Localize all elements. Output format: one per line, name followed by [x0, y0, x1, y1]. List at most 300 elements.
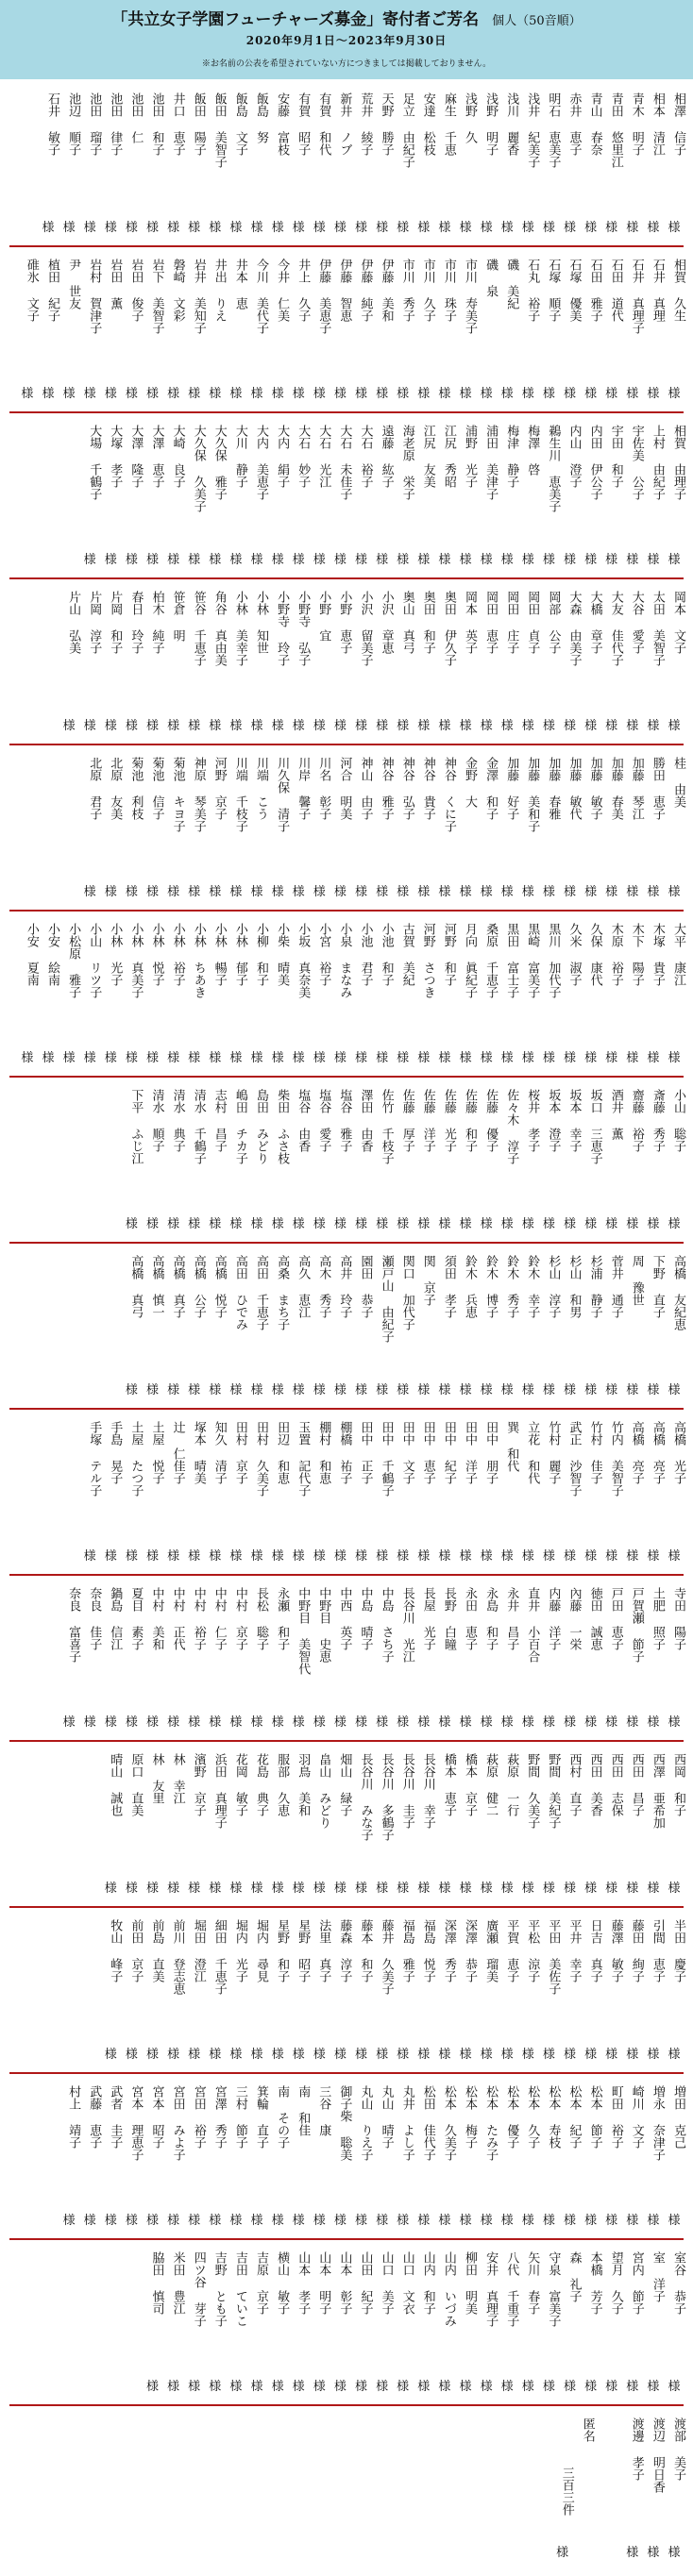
- donor-name: 大石 未佳子: [337, 425, 352, 500]
- honorific-sama: 様: [83, 553, 96, 567]
- donor-name: 小柴 晴美: [275, 923, 290, 986]
- donor-name: 平賀 恵子: [504, 1919, 519, 1982]
- honorific-sama: 様: [313, 2048, 326, 2062]
- donor-name: 大崎 良子: [170, 425, 185, 488]
- donor-name: 石田 道代: [608, 259, 623, 322]
- donor-name: 片岡 淳子: [87, 591, 102, 654]
- donor-name: 川名 彰子: [316, 757, 331, 820]
- honorific-sama: 様: [647, 1383, 660, 1397]
- honorific-sama: 様: [542, 553, 555, 567]
- honorific-sama: 様: [438, 2380, 451, 2394]
- honorific-sama: 様: [292, 1882, 305, 1896]
- honorific-sama: 様: [668, 1051, 681, 1065]
- honorific-sama: 様: [21, 1051, 34, 1065]
- honorific-sama: 様: [438, 553, 451, 567]
- donor-name: 田中 正子: [358, 1421, 373, 1484]
- donor-name: 細田 千恵子: [211, 1919, 227, 1995]
- donor-name: 中野目 美智代: [296, 1587, 311, 1675]
- honorific-sama: 様: [292, 2380, 305, 2394]
- donor-name: 八代 千重子: [504, 2251, 519, 2327]
- honorific-sama: 様: [563, 553, 576, 567]
- donor-name: 磯 美紀: [504, 259, 519, 309]
- donor-name: 長谷川 光江: [399, 1587, 414, 1663]
- honorific-sama: 様: [313, 1383, 326, 1397]
- donor-name: 濱野 京子: [191, 1753, 206, 1816]
- donor-name: 佐藤 和子: [463, 1089, 477, 1152]
- donor-name: 中西 英子: [337, 1587, 352, 1650]
- honorific-sama: 様: [626, 1549, 639, 1564]
- donor-name: 中野目 史恵: [316, 1587, 331, 1663]
- donor-name: 松本 優子: [504, 2085, 519, 2149]
- donor-name: 石井 真理子: [629, 259, 644, 334]
- donor-name: 酒井 薫: [608, 1089, 623, 1140]
- donor-name: 大川 静子: [232, 425, 247, 488]
- honorific-sama: 様: [354, 1882, 367, 1896]
- donor-name: 大友 佳代子: [608, 591, 623, 666]
- donor-name: 永島 和子: [483, 1587, 499, 1650]
- title-subtitle: 個人（50音順）: [492, 14, 582, 28]
- donor-name: 宮本 理恵子: [128, 2085, 144, 2161]
- donor-name: 川端 千枝子: [232, 757, 247, 832]
- donor-name: 宮本 昭子: [149, 2085, 164, 2149]
- honorific-sama: 様: [209, 1383, 222, 1397]
- donor-name: 南 和佳: [296, 2085, 311, 2136]
- honorific-sama: 様: [417, 2214, 431, 2228]
- donor-name: 神谷 貴子: [420, 757, 435, 820]
- honorific-sama: 様: [500, 1051, 514, 1065]
- donor-name: 大内 絹子: [275, 425, 290, 488]
- donor-name: 麻生 千恵: [441, 92, 456, 156]
- honorific-sama: 様: [292, 2214, 305, 2228]
- donor-section: [0, 749, 693, 915]
- honorific-sama: 様: [542, 1217, 555, 1231]
- honorific-sama: 様: [104, 1882, 117, 1896]
- donor-name: 北原 友美: [108, 757, 123, 820]
- donor-name: 米田 豊江: [170, 2251, 185, 2315]
- honorific-sama: 様: [313, 1051, 326, 1065]
- honorific-sama: 様: [647, 1051, 660, 1065]
- donor-name: 池辺 順子: [66, 92, 81, 156]
- honorific-sama: 様: [292, 553, 305, 567]
- donor-name: 小林 郁子: [232, 923, 247, 986]
- donor-name: 永井 昌子: [504, 1587, 519, 1650]
- honorific-sama: 様: [417, 221, 431, 235]
- honorific-sama: 様: [563, 1882, 576, 1896]
- title-text: 「共立女子学園フューチャーズ募金」寄付者ご芳名: [111, 10, 480, 29]
- donor-name: 大谷 愛子: [629, 591, 644, 654]
- donor-name: 斎藤 秀子: [650, 1089, 665, 1152]
- honorific-sama: 様: [125, 1051, 138, 1065]
- honorific-sama: 様: [459, 1715, 472, 1730]
- honorific-sama: 様: [626, 2380, 639, 2394]
- donor-name: 川久保 清子: [275, 757, 290, 832]
- honorific-sama: 様: [397, 387, 410, 401]
- donor-name: 鈴木 兵恵: [463, 1255, 477, 1318]
- donor-name: 加藤 春美: [608, 757, 623, 820]
- donor-name: 坂本 幸子: [566, 1089, 582, 1152]
- honorific-sama: 様: [125, 2048, 138, 2062]
- honorific-sama: 様: [459, 1217, 472, 1231]
- honorific-sama: 様: [167, 387, 180, 401]
- donor-name: 三村 節子: [232, 2085, 247, 2149]
- donor-name: 岩田 俊子: [128, 259, 144, 322]
- honorific-sama: 様: [668, 1217, 681, 1231]
- donor-name: 高橋 悦子: [211, 1255, 227, 1318]
- donor-name: 清水 順子: [149, 1089, 164, 1152]
- honorific-sama: 様: [500, 2380, 514, 2394]
- donor-name: 木塚 貴子: [650, 923, 665, 986]
- honorific-sama: 様: [209, 1882, 222, 1896]
- honorific-sama: 様: [668, 2214, 681, 2228]
- donor-name: 浜田 真理子: [211, 1753, 227, 1829]
- donor-name: 松本 久子: [525, 2085, 540, 2149]
- honorific-sama: 様: [397, 553, 410, 567]
- donor-name: 金野 大: [463, 757, 477, 808]
- donor-name: 大場 千鶴子: [87, 425, 102, 500]
- donor-name: 島田 みどり: [254, 1089, 268, 1164]
- honorific-sama: 様: [376, 1715, 389, 1730]
- honorific-sama: 様: [209, 387, 222, 401]
- donor-name: 立花 和代: [525, 1421, 540, 1484]
- donor-name: 高橋 友紀恵: [671, 1255, 685, 1330]
- donor-name: 土屋 悦子: [149, 1421, 164, 1484]
- donor-name: 菊池 信子: [149, 757, 164, 820]
- honorific-sama: 様: [500, 1549, 514, 1564]
- honorific-sama: 様: [250, 1882, 263, 1896]
- honorific-sama: 様: [229, 1715, 243, 1730]
- donor-name: 林 友里: [149, 1753, 164, 1804]
- honorific-sama: 様: [145, 1051, 159, 1065]
- donor-name: 藤本 和子: [358, 1919, 373, 1982]
- donor-name: 園田 恭子: [358, 1255, 373, 1318]
- honorific-sama: 様: [521, 885, 534, 899]
- donor-name: 塩谷 由香: [296, 1089, 311, 1152]
- donor-name: 笹谷 千恵子: [191, 591, 206, 666]
- donor-name: 太田 美智子: [650, 591, 665, 666]
- honorific-sama: 様: [292, 719, 305, 733]
- donor-name: 増田 克己: [671, 2085, 685, 2149]
- honorific-sama: 様: [542, 1715, 555, 1730]
- honorific-sama: 様: [584, 1051, 598, 1065]
- donor-name: 関口 加代子: [399, 1255, 414, 1330]
- donor-name: 高橋 真子: [170, 1255, 185, 1318]
- donor-name: 小沢 留美子: [358, 591, 373, 666]
- donor-name: 永田 恵子: [463, 1587, 477, 1650]
- donor-name: 戸田 恵子: [608, 1587, 623, 1650]
- honorific-sama: 様: [333, 387, 346, 401]
- donor-name: 松田 佳代子: [420, 2085, 435, 2161]
- donor-name: 宮内 節子: [629, 2251, 644, 2315]
- donor-name: 手島 晃子: [108, 1421, 123, 1484]
- donor-name: 松本 寿枝: [546, 2085, 561, 2149]
- donor-name: 小野寺 玲子: [275, 591, 290, 666]
- honorific-sama: 様: [584, 885, 598, 899]
- donor-name: 土肥 照子: [650, 1587, 665, 1650]
- honorific-sama: 様: [333, 2214, 346, 2228]
- donor-name: 大塚 孝子: [108, 425, 123, 488]
- donor-name: 山口 文衣: [399, 2251, 414, 2315]
- honorific-sama: 様: [333, 2048, 346, 2062]
- donor-name: 奥田 和子: [420, 591, 435, 654]
- honorific-sama: 様: [188, 1549, 201, 1564]
- honorific-sama: 様: [438, 885, 451, 899]
- honorific-sama: 様: [145, 1383, 159, 1397]
- honorific-sama: 様: [188, 1217, 201, 1231]
- donor-name: 竹村 佳子: [587, 1421, 602, 1484]
- donor-name: 中島 晴子: [358, 1587, 373, 1650]
- honorific-sama: 様: [563, 1715, 576, 1730]
- donor-section: [0, 1413, 693, 1580]
- honorific-sama: 様: [397, 1051, 410, 1065]
- donor-name: 清水 典子: [170, 1089, 185, 1152]
- honorific-sama: 様: [229, 1383, 243, 1397]
- donor-name: 田中 千鶴子: [379, 1421, 394, 1497]
- donor-name: 北原 君子: [87, 757, 102, 820]
- honorific-sama: 様: [647, 1217, 660, 1231]
- donor-name: 大澤 隆子: [128, 425, 144, 488]
- honorific-sama: 様: [459, 885, 472, 899]
- honorific-sama: 様: [313, 1882, 326, 1896]
- donor-name: 藤井 久美子: [379, 1919, 394, 1995]
- donor-name: 加藤 好子: [504, 757, 519, 820]
- honorific-sama: 様: [584, 553, 598, 567]
- honorific-sama: 様: [271, 2380, 284, 2394]
- donor-name: 有賀 和代: [316, 92, 331, 156]
- donor-name: 大久保 久美子: [191, 425, 206, 512]
- honorific-sama: 様: [229, 1549, 243, 1564]
- donor-name: 浅井 紀美子: [525, 92, 540, 168]
- honorific-sama: 様: [459, 387, 472, 401]
- honorific-sama: 様: [313, 719, 326, 733]
- donor-section: [0, 85, 693, 251]
- honorific-sama: 様: [521, 2214, 534, 2228]
- donor-name: 小林 暢子: [211, 923, 227, 986]
- honorific-sama: 様: [647, 2048, 660, 2062]
- honorific-sama: 様: [647, 387, 660, 401]
- donor-name: 神谷 弘子: [399, 757, 414, 820]
- honorific-sama: 様: [376, 2048, 389, 2062]
- donor-name: 松本 たみ子: [483, 2085, 499, 2161]
- donor-name: 御子柴 聡美: [337, 2085, 352, 2161]
- honorific-sama: 様: [626, 1715, 639, 1730]
- donor-name: 飯田 美智子: [211, 92, 227, 168]
- honorific-sama: 様: [145, 1715, 159, 1730]
- donor-name: 横山 敏子: [275, 2251, 290, 2315]
- donor-name: 加藤 美和子: [525, 757, 540, 832]
- honorific-sama: 様: [584, 221, 598, 235]
- donor-name: 関 京子: [420, 1255, 435, 1306]
- donor-name: 前島 直美: [149, 1919, 164, 1982]
- donor-name: 久米 淑子: [566, 923, 582, 986]
- honorific-sama: 様: [417, 1882, 431, 1896]
- honorific-sama: 様: [521, 1549, 534, 1564]
- honorific-sama: 様: [125, 1882, 138, 1896]
- honorific-sama: 様: [626, 1217, 639, 1231]
- donor-name: 宮澤 秀子: [211, 2085, 227, 2149]
- donor-name: 木下 陽子: [629, 923, 644, 986]
- honorific-sama: 様: [104, 2214, 117, 2228]
- anonymous-count: 三百三件: [559, 2467, 574, 2516]
- donor-name: 石田 雅子: [587, 259, 602, 322]
- donor-name: 長谷川 多鶴子: [379, 1753, 394, 1841]
- donor-name: 清水 千鶴子: [191, 1089, 206, 1164]
- donor-name: 青木 明子: [629, 92, 644, 156]
- honorific-sama: 様: [584, 2380, 598, 2394]
- donor-name: 野間 美紀子: [546, 1753, 561, 1829]
- donor-name: 有賀 昭子: [296, 92, 311, 156]
- honorific-sama: 様: [459, 2214, 472, 2228]
- donor-name: 丸山 晴子: [379, 2085, 394, 2149]
- honorific-sama: 様: [209, 1715, 222, 1730]
- donor-name: 奈良 富喜子: [66, 1587, 81, 1663]
- donor-name: 片山 弘美: [66, 591, 81, 654]
- donor-name: 植田 紀子: [45, 259, 59, 322]
- honorific-sama: 様: [376, 1383, 389, 1397]
- honorific-sama: 様: [438, 1882, 451, 1896]
- honorific-sama: 様: [584, 1549, 598, 1564]
- donor-name: 法里 真子: [316, 1919, 331, 1982]
- honorific-sama: 様: [480, 719, 493, 733]
- donor-name: 浅川 麗香: [504, 92, 519, 156]
- honorific-sama: 様: [188, 2048, 201, 2062]
- donor-name: 手塚 テル子: [87, 1421, 102, 1497]
- donor-name: 中村 仁子: [211, 1587, 227, 1650]
- honorific-sama: 様: [542, 2048, 555, 2062]
- honorific-sama: 様: [542, 1549, 555, 1564]
- donor-name: 田中 朋子: [483, 1421, 499, 1484]
- honorific-sama: 様: [626, 221, 639, 235]
- honorific-sama: 様: [145, 2380, 159, 2394]
- honorific-sama: 様: [250, 221, 263, 235]
- honorific-sama: 様: [376, 1549, 389, 1564]
- donor-name: 川岸 馨子: [296, 757, 311, 820]
- donor-name: 古賀 美紀: [399, 923, 414, 986]
- honorific-sama: 様: [438, 2048, 451, 2062]
- honorific-sama: 様: [438, 1383, 451, 1397]
- honorific-sama: 様: [313, 387, 326, 401]
- privacy-note: ※お名前の公表を希望されていない方につきましては掲載しておりません。: [201, 59, 492, 69]
- donor-name: 菊池 利枝: [128, 757, 144, 820]
- honorific-sama: 様: [354, 1383, 367, 1397]
- donor-name: 相賀 由理子: [671, 425, 685, 500]
- honorific-sama: 様: [104, 1715, 117, 1730]
- donor-name: 日吉 真子: [587, 1919, 602, 1982]
- donor-name: 浦野 光子: [463, 425, 477, 488]
- honorific-sama: 様: [605, 1051, 618, 1065]
- honorific-sama: 様: [271, 1882, 284, 1896]
- honorific-sama: 様: [668, 1549, 681, 1564]
- honorific-sama: 様: [229, 553, 243, 567]
- donor-name: 長松 聡子: [254, 1587, 268, 1650]
- honorific-sama: 様: [354, 2214, 367, 2228]
- donor-name: 前川 登志恵: [170, 1919, 185, 1995]
- honorific-sama: 様: [480, 553, 493, 567]
- honorific-sama: 様: [500, 1383, 514, 1397]
- honorific-sama: 様: [605, 2048, 618, 2062]
- donor-name: 山内 いづみ: [441, 2251, 456, 2327]
- honorific-sama: 様: [42, 221, 55, 235]
- honorific-sama: 様: [188, 1715, 201, 1730]
- donor-name: 上村 由紀子: [650, 425, 665, 500]
- honorific-sama: 様: [209, 1217, 222, 1231]
- section-divider: [9, 577, 684, 579]
- header-banner: [0, 0, 693, 79]
- honorific-sama: 様: [563, 1549, 576, 1564]
- honorific-sama: 様: [167, 1549, 180, 1564]
- donor-name: 石井 真理: [650, 259, 665, 322]
- donor-name: 田中 文子: [399, 1421, 414, 1484]
- donor-name: 大石 裕子: [358, 425, 373, 488]
- honorific-sama: 様: [125, 719, 138, 733]
- honorific-sama: 様: [563, 1217, 576, 1231]
- donor-name: 村上 靖子: [66, 2085, 81, 2149]
- honorific-sama: 様: [250, 2214, 263, 2228]
- honorific-sama: 様: [459, 1051, 472, 1065]
- donor-name: 今井 仁美: [275, 259, 290, 322]
- donor-name: 大森 由美子: [566, 591, 582, 666]
- honorific-sama: 様: [271, 885, 284, 899]
- donor-name: 宮田 裕子: [191, 2085, 206, 2149]
- honorific-sama: 様: [459, 1549, 472, 1564]
- honorific-sama: 様: [417, 885, 431, 899]
- donor-name: 山口 美子: [379, 2251, 394, 2315]
- honorific-sama: 様: [209, 1051, 222, 1065]
- honorific-sama: 様: [145, 1882, 159, 1896]
- honorific-sama: 様: [250, 2048, 263, 2062]
- donor-name: 岡田 庄子: [504, 591, 519, 654]
- donor-name: 神原 琴美子: [191, 757, 206, 832]
- donor-name: 杉山 和男: [566, 1255, 582, 1318]
- honorific-sama: 様: [480, 1051, 493, 1065]
- honorific-sama: 様: [668, 2546, 681, 2560]
- donor-name: 吉野 とも子: [211, 2251, 227, 2327]
- honorific-sama: 様: [605, 719, 618, 733]
- honorific-sama: 様: [459, 2048, 472, 2062]
- honorific-sama: 様: [83, 221, 96, 235]
- donor-name: 高木 秀子: [316, 1255, 331, 1318]
- donor-name: 星野 昭子: [296, 1919, 311, 1982]
- donor-name: 半田 慶子: [671, 1919, 685, 1982]
- section-divider: [9, 1408, 684, 1410]
- donor-name: 寺田 陽子: [671, 1587, 685, 1650]
- donor-name: 武藤 恵子: [87, 2085, 102, 2149]
- honorific-sama: 様: [647, 1715, 660, 1730]
- honorific-sama: 様: [376, 2380, 389, 2394]
- honorific-sama: 様: [376, 387, 389, 401]
- donor-name: 鵜生川 恵美子: [546, 425, 561, 512]
- donor-name: 奥田 伊久子: [441, 591, 456, 666]
- donor-name: 星野 和子: [275, 1919, 290, 1982]
- honorific-sama: 様: [167, 2214, 180, 2228]
- honorific-sama: 様: [626, 1051, 639, 1065]
- honorific-sama: 様: [145, 221, 159, 235]
- honorific-sama: 様: [145, 2048, 159, 2062]
- donor-name: 坂口 三恵子: [587, 1089, 602, 1164]
- donor-section: [0, 1081, 693, 1247]
- donor-name: 高久 恵江: [296, 1255, 311, 1318]
- donor-name: 小山 聡子: [671, 1089, 685, 1152]
- honorific-sama: 様: [563, 1383, 576, 1397]
- donor-name: 志村 昌子: [211, 1089, 227, 1152]
- donor-name: 佐藤 優子: [483, 1089, 499, 1152]
- donor-name: 田中 洋子: [463, 1421, 477, 1484]
- donor-name: 小林 真美子: [128, 923, 144, 998]
- donor-name: 宮田 みよ子: [170, 2085, 185, 2161]
- donor-name: 堀田 澄江: [191, 1919, 206, 1982]
- honorific-sama: 様: [605, 1715, 618, 1730]
- honorific-sama: 様: [250, 1715, 263, 1730]
- page-title: [0, 6, 693, 29]
